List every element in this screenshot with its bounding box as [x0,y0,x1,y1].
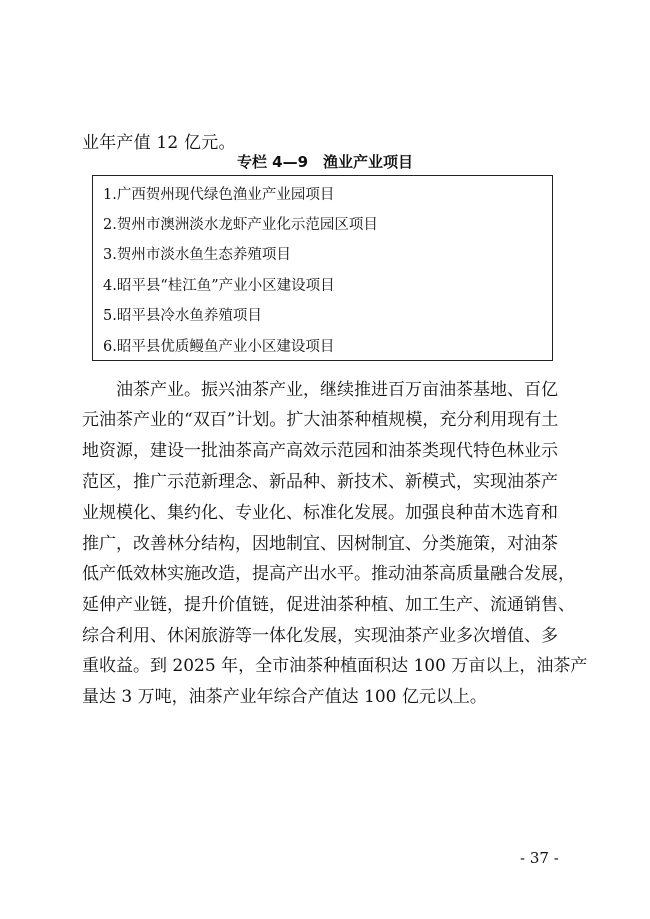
paragraph-line: 油茶产业。振兴油茶产业，继续推进百万亩油茶基地、百亿 [82,380,558,400]
paragraph-line: 综合利用、休闲旅游等一体化发展，实现油茶产业多次增值、多 [82,626,558,646]
box-item-5: 5.昭平县冷水鱼养殖项目 [103,308,262,324]
paragraph-line: 推广，改善林分结构，因地制宜、因树制宜、分类施策，对油茶 [82,534,558,554]
box-item-2: 2.贺州市澳洲淡水龙虾产业化示范园区项目 [103,217,378,233]
page-number: - 37 - [520,849,559,867]
paragraph-line: 重收益。到 2025 年，全市油茶种植面积达 100 万亩以上，油茶产 [82,656,588,676]
box-item-6: 6.昭平县优质鳗鱼产业小区建设项目 [103,339,335,355]
paragraph-line: 元油茶产业的“双百”计划。扩大油茶种植规模，充分利用现有土 [82,410,559,430]
paragraph-line: 低产低效林实施改造，提高产出水平。推动油茶高质量融合发展， [82,564,575,584]
box-title: 专栏 4—9 渔业产业项目 [236,153,414,171]
paragraph-line: 地资源，建设一批油茶高产高效示范园和油茶类现代特色林业示 [82,441,558,461]
paragraph-line: 量达 3 万吨，油茶产业年综合产值达 100 亿元以上。 [82,687,487,707]
box-item-4: 4.昭平县“桂江鱼”产业小区建设项目 [103,278,335,294]
box-item-3: 3.贺州市淡水鱼生态养殖项目 [103,247,291,263]
project-box [92,175,553,361]
top-line-text: 业年产值 12 亿元。 [82,133,236,153]
paragraph-line: 范区，推广示范新理念、新品种、新技术、新模式，实现油茶产 [82,472,558,492]
paragraph-line: 延伸产业链，提升价值链，促进油茶种植、加工生产、流通销售、 [82,595,575,615]
paragraph-line: 业规模化、集约化、专业化、标准化发展。加强良种苗木选育和 [82,503,558,523]
box-item-1: 1.广西贺州现代绿色渔业产业园项目 [103,187,335,203]
